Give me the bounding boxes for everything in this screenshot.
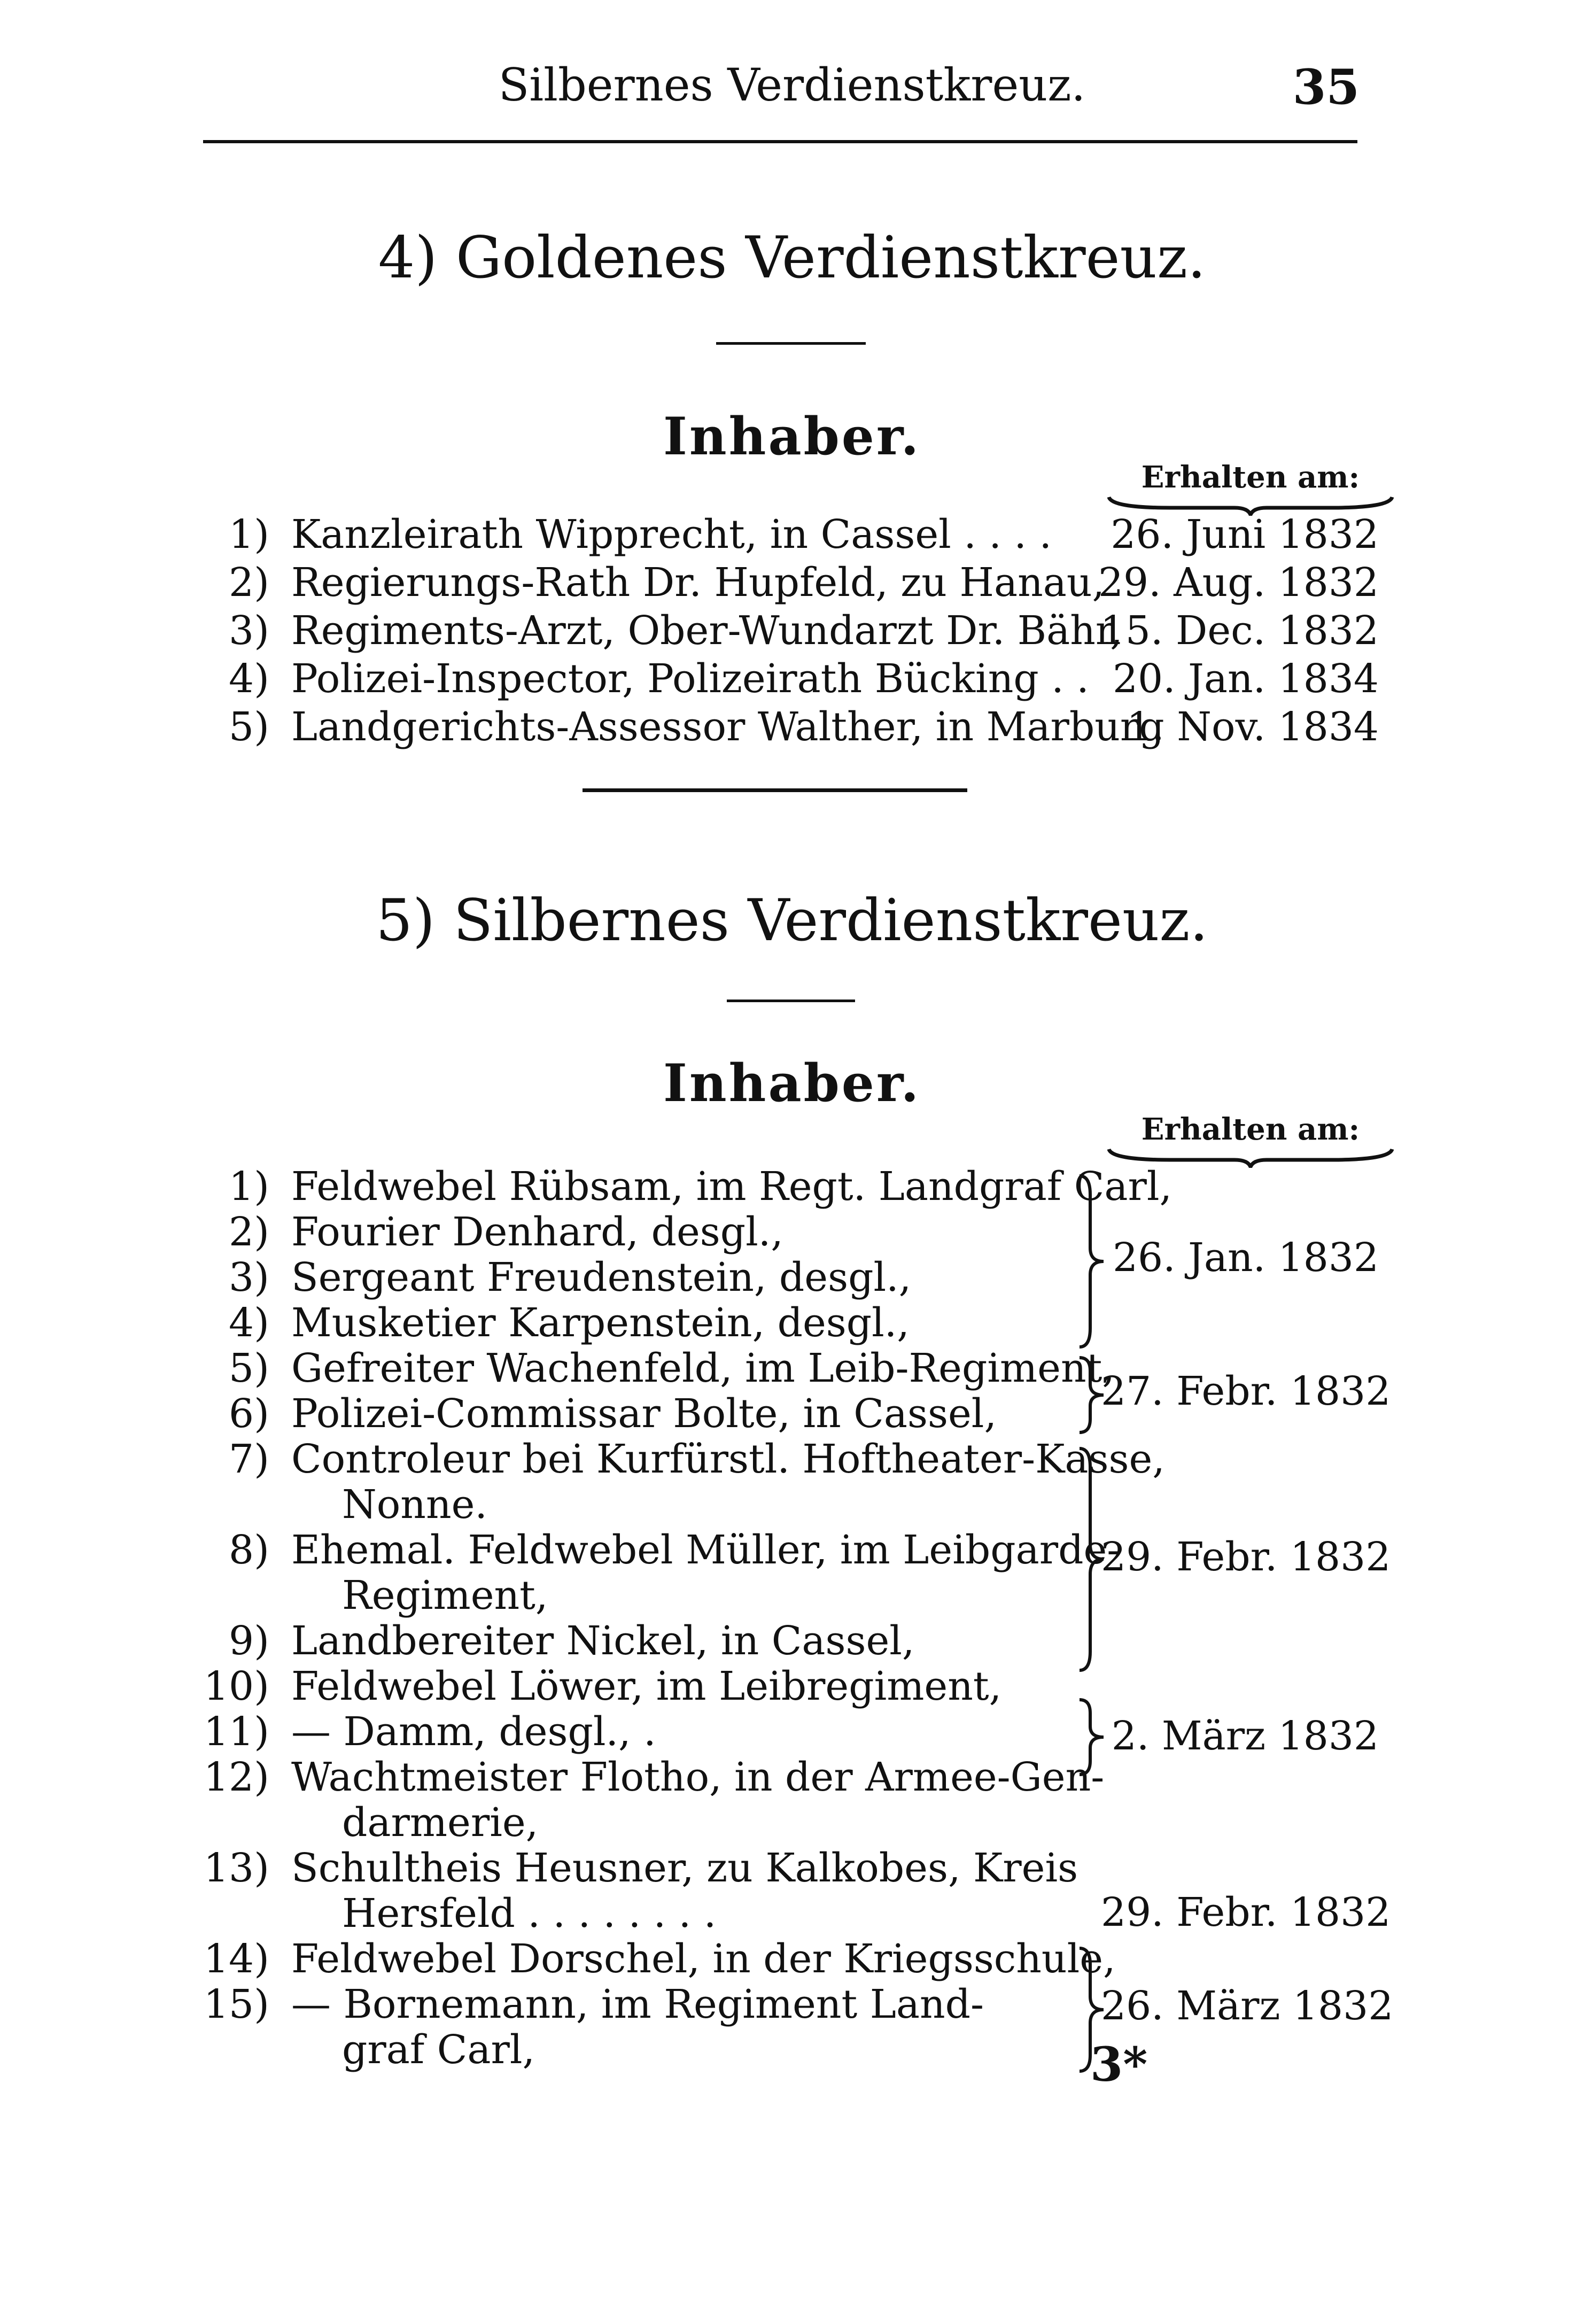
entry-number: 14) xyxy=(203,1936,269,1982)
page-number: 35 xyxy=(1292,59,1360,115)
entry-date: 15. Dec. 1832 xyxy=(1100,608,1379,654)
entry-text: Landbereiter Nickel, in Cassel, xyxy=(291,1618,915,1664)
entry-number: 4) xyxy=(229,656,269,702)
group-date: 29. Febr. 1832 xyxy=(1101,1534,1391,1580)
section-4-title: 4) Goldenes Verdienstkreuz. xyxy=(378,224,1206,291)
entry-text-continuation: darmerie, xyxy=(342,1800,539,1846)
entry-text: Ehemal. Feldwebel Müller, im Leibgarde- xyxy=(291,1527,1121,1573)
entry-text: Wachtmeister Flotho, in der Armee-Gen- xyxy=(291,1754,1105,1800)
section-5-rule xyxy=(727,1000,855,1002)
entry-text-continuation: Hersfeld . . . . . . . . xyxy=(342,1891,717,1936)
entry-text: Regiments-Arzt, Ober-Wundarzt Dr. Bähr, xyxy=(291,608,1123,654)
running-head xyxy=(0,59,1584,118)
entry-number: 5) xyxy=(229,704,269,750)
group-date: 2. März 1832 xyxy=(1111,1713,1379,1759)
entry-date: 29. Aug. 1832 xyxy=(1098,560,1379,606)
entry-number: 15) xyxy=(203,1981,269,2027)
group-date: 26. März 1832 xyxy=(1101,1983,1394,2029)
entry-text: Regierungs-Rath Dr. Hupfeld, zu Hanau, xyxy=(291,560,1105,606)
entry-number: 13) xyxy=(203,1845,269,1891)
entry-number: 12) xyxy=(203,1754,269,1800)
section-5-column-header: Erhalten am: xyxy=(1141,1112,1360,1147)
running-title: Silbernes Verdienstkreuz. xyxy=(498,59,1086,111)
section-4-rule xyxy=(716,342,866,345)
entry-number: 4) xyxy=(229,1300,269,1346)
entry-number: 6) xyxy=(229,1391,269,1437)
section-5-title: 5) Silbernes Verdienstkreuz. xyxy=(376,887,1208,954)
entry-number: 10) xyxy=(203,1663,269,1709)
section-4-row xyxy=(0,607,1584,660)
group-date: 26. Jan. 1832 xyxy=(1112,1235,1379,1281)
section-4-column-header: Erhalten am: xyxy=(1141,460,1360,495)
signature-mark: 3* xyxy=(1090,2036,1148,2092)
entry-text: Gefreiter Wachenfeld, im Leib-Regiment, xyxy=(291,1345,1115,1391)
section-5-label: Inhaber. xyxy=(663,1053,921,1113)
entry-text: Polizei-Commissar Bolte, in Cassel, xyxy=(291,1391,997,1437)
group-date: 29. Febr. 1832 xyxy=(1101,1889,1391,1935)
entry-number: 5) xyxy=(229,1345,269,1391)
entry-number: 1) xyxy=(229,512,269,557)
entry-text: Schultheis Heusner, zu Kalkobes, Kreis xyxy=(291,1845,1078,1891)
entry-text: Feldwebel Rübsam, im Regt. Landgraf Carl, xyxy=(291,1164,1173,1210)
section-4-label: Inhaber. xyxy=(663,406,921,467)
entry-date: 1. Nov. 1834 xyxy=(1127,704,1379,750)
header-rule xyxy=(203,140,1357,143)
entry-text: Fourier Denhard, desgl., xyxy=(291,1209,783,1255)
entry-text: Controleur bei Kurfürstl. Hoftheater-Kasse, xyxy=(291,1436,1165,1482)
entry-text: Polizei-Inspector, Polizeirath Bücking . . xyxy=(291,656,1089,702)
section-4-row xyxy=(0,559,1584,612)
section-4-row xyxy=(0,703,1584,756)
entry-text: — Damm, desgl., . xyxy=(291,1709,656,1755)
entry-number: 1) xyxy=(229,1164,269,1210)
entry-number: 9) xyxy=(229,1618,269,1664)
entry-text: — Bornemann, im Regiment Land- xyxy=(291,1981,984,2027)
entry-number: 7) xyxy=(229,1436,269,1482)
group-date: 27. Febr. 1832 xyxy=(1101,1368,1391,1414)
entry-number: 2) xyxy=(229,1209,269,1255)
entry-text: Musketier Karpenstein, desgl., xyxy=(291,1300,910,1346)
entry-text: Feldwebel Dorschel, in der Kriegsschule, xyxy=(291,1936,1116,1982)
entry-text-continuation: graf Carl, xyxy=(342,2027,535,2073)
entry-number: 11) xyxy=(203,1709,269,1755)
entry-date: 26. Juni 1832 xyxy=(1111,512,1379,557)
entry-text-continuation: Nonne. xyxy=(342,1482,487,1528)
entry-date: 20. Jan. 1834 xyxy=(1112,656,1379,702)
entry-number: 3) xyxy=(229,1254,269,1300)
entry-text: Landgerichts-Assessor Walther, in Marburg xyxy=(291,704,1164,750)
entry-text-continuation: Regiment, xyxy=(342,1572,548,1618)
entry-number: 2) xyxy=(229,560,269,606)
entry-number: 8) xyxy=(229,1527,269,1573)
section-5-row xyxy=(0,2026,1584,2079)
section-4-row xyxy=(0,655,1584,708)
entry-text: Feldwebel Löwer, im Leibregiment, xyxy=(291,1663,1002,1709)
section-4-row xyxy=(0,510,1584,564)
entry-text: Sergeant Freudenstein, desgl., xyxy=(291,1254,912,1300)
section-divider-rule xyxy=(583,788,967,792)
entry-text: Kanzleirath Wipprecht, in Cassel . . . . xyxy=(291,512,1052,557)
entry-number: 3) xyxy=(229,608,269,654)
